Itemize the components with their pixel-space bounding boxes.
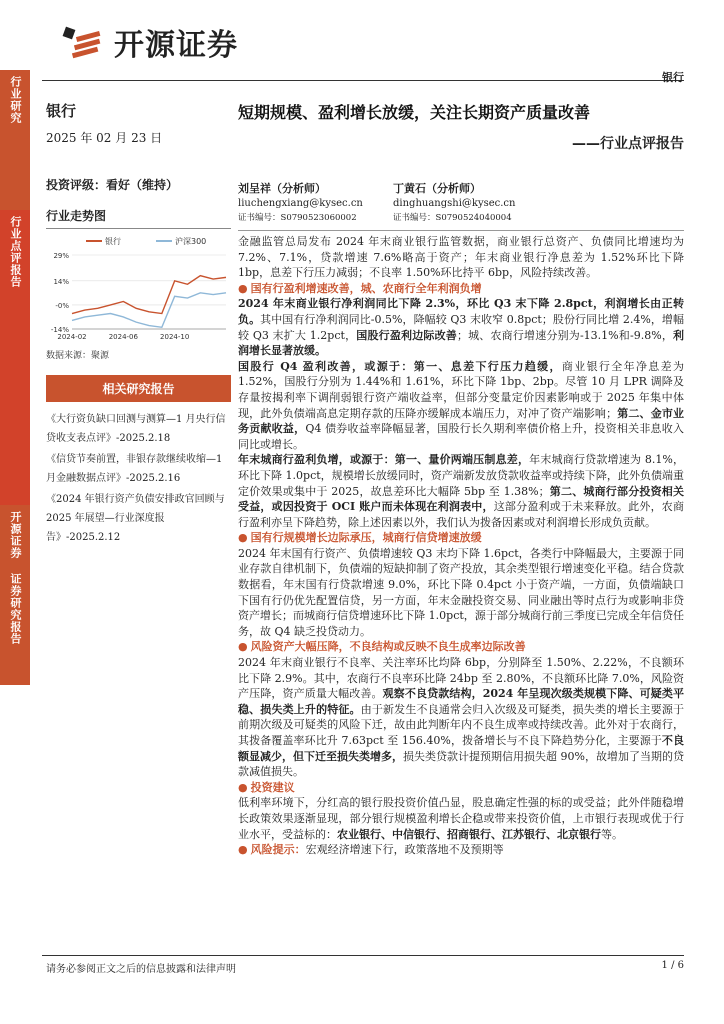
related-report-item[interactable]: 《大行资负缺口回测与测算—1 月央行信贷收支表点评》-2025.2.18 — [46, 414, 226, 444]
sidebar-block-report-type — [0, 210, 30, 505]
text: ；城、农商行增速分别为-13.1%和-9.8%， — [456, 328, 674, 342]
x-tick-label: 2024-02 — [57, 333, 87, 341]
analyst-card — [238, 181, 393, 226]
footer-divider — [42, 955, 684, 956]
sidebar-label-report-type: 行业点评报告 — [9, 216, 22, 288]
related-report-item[interactable]: 《信贷节奏前置，非银存款继续收缩—1 月金融数据点评》-2025.2.16 — [46, 454, 223, 484]
sidebar-block-research — [0, 70, 30, 210]
header-divider — [42, 80, 684, 81]
page-number: 1 / 6 — [661, 960, 684, 971]
bold-text: 农业银行、中信银行、招商银行、江苏银行、北京银行 — [337, 827, 601, 841]
text: 商业银行全年净息差为 1.52%，国股行分别为 1.44%和 1.61%，环比下降 1bp、2bp。尽管 10 月 LPR 调降及存量按揭利率下调削弱银行资产端收益率，但部分变量定价因素影响或于 2025 年集中体现，此外负债端高息定期存款的压降亦缓解成本端压力，对冲了资产端影响； — [238, 359, 684, 420]
bold-text: 利润增长显著放缓。 — [238, 328, 685, 358]
related-report-item[interactable]: 《2024 年银行资产负债安排政官回顾与 2025 年展望—行业深度报告》-2025.2.12 — [46, 494, 225, 543]
text: 等。 — [601, 827, 623, 841]
analyst-email[interactable]: liuchengxiang@kysec.cn — [238, 198, 363, 209]
investment-rating: 投资评级：看好（维持） — [46, 178, 179, 192]
bold-text: 第二、金市业务贡献收益， — [238, 406, 685, 436]
trend-chart-title: 行业走势图 — [46, 207, 231, 229]
text: Q4 债券收益率降幅显著，国股行长久期利率债价格上升，投资相关非息收入同比或增长。 — [238, 422, 684, 451]
analyst-cert: 证书编号：S0790523060002 — [238, 213, 357, 223]
paragraph — [238, 452, 684, 530]
section-heading: ● 国有行规模增长边际承压，城商行信贷增速放缓 — [238, 530, 684, 546]
main-column — [238, 100, 684, 858]
related-reports-list — [46, 410, 231, 547]
risk-heading: ● 风险提示： — [238, 843, 306, 856]
legend-label: 沪深300 — [175, 237, 207, 246]
paragraph: 金融监管总局发布 2024 年末商业银行监管数据，商业银行总资产、负债同比增速均为 7.2%、7.1%，贷款增速 7.6%略高于资产；年末商业银行净息差为 1.52%环比下降 1bp，息差下行压力减弱；不良率 1.50%环比持平 6bp，风险持续改善。 — [238, 235, 684, 280]
analysts — [238, 181, 684, 226]
bold-text: 观察不良贷款结构，2024 年呈现次级类规模下降、可疑类平稳、损失类上升的特征。 — [238, 687, 685, 716]
y-tick-label: -0% — [55, 301, 69, 310]
company-logo — [62, 20, 238, 64]
bold-text: 第二、城商行部分投资相关受益，或因投资于 OCI 账户而未体现在利润表中， — [238, 484, 685, 514]
footer-disclaimer[interactable]: 请务必参阅正文之后的信息披露和法律声明 — [46, 964, 236, 975]
header-category: 银行 — [662, 71, 684, 84]
report-body — [238, 234, 684, 858]
bold-text: 年末城商行盈利负增，或源于：第一、量价两端压制息差， — [238, 453, 530, 467]
analyst-name: 刘呈祥（分析师） — [238, 182, 326, 195]
y-tick-label: 14% — [53, 277, 69, 286]
paragraph — [238, 842, 684, 858]
text: 年末城商行贷款增速为 8.1%，环比下降 1.0pct，规模增长放缓同时，资产端新发放贷款收益率或持续下降，此外负债端重定价效果或集中于 2025，故息差环比大幅降 5bp 至 1.38%； — [238, 453, 684, 498]
x-tick-label: 2024-10 — [160, 333, 190, 341]
trend-chart-svg — [46, 233, 231, 343]
paragraph — [238, 655, 684, 780]
legend-label: 银行 — [105, 237, 121, 246]
logo-mark-icon — [62, 20, 106, 64]
series-line-0 — [72, 276, 226, 314]
text: 2024 年末商业银行不良率、关注率环比均降 6bp，分别降至 1.50%、2.22%，不良额环比下降 2.9%。其中，农商行不良率环比降 24bp 至 2.80%，不良额环比降 7.0%，风险资产压降，资产质量大幅改善。 — [238, 656, 684, 701]
text: 损失类贷款计提预期信用损失超 90%，故增加了当期的贷款减值损失。 — [238, 749, 685, 779]
text: 低利率环境下，分红高的银行股投资价值凸显，股息确定性强的标的或受益；此外伴随稳增长政策效果逐渐显现，部分银行规模盈利增长企稳或带来投资价值，上市银行表现或优于行业水平，受益标的： — [238, 796, 684, 841]
bold-text: 国股行盈利边际改善 — [356, 328, 457, 342]
section-heading: ● 投资建议 — [238, 780, 684, 796]
y-tick-label: -14% — [50, 326, 69, 334]
sidebar-block-firm — [0, 505, 30, 685]
text: 其中国有行净利润同比-0.5%，降幅较 Q3 末收窄 0.8pct；股份行同比增 2.4%，增幅较 Q3 末扩大 1.2pct， — [238, 312, 684, 342]
analyst-name: 丁黄石（分析师） — [393, 182, 481, 195]
analyst-email[interactable]: dinghuangshi@kysec.cn — [393, 198, 516, 209]
chart-source: 数据来源：聚源 — [46, 351, 110, 361]
sidebar-label-research: 行业研究 — [9, 76, 22, 124]
section-heading: ● 风险资产大幅压降，不良结构或反映不良生成率边际改善 — [238, 639, 684, 655]
report-title: 短期规模、盈利增长放缓，关注长期资产质量改善 — [238, 103, 591, 122]
sidebar — [0, 0, 30, 1024]
x-tick-label: 2024-06 — [108, 333, 138, 341]
analyst-card — [393, 181, 548, 226]
bold-text: 2024 年末商业银行净利润同比下降 2.3%，环比 Q3 末下降 2.8pct，利润增长由正转负。 — [238, 297, 684, 326]
sidebar-label-firm: 开源证券 证券研究报告 — [9, 511, 22, 645]
series-line-1 — [72, 293, 226, 327]
analyst-divider — [238, 230, 684, 231]
bold-text: 不良额显减少，但下迁至损失类增多， — [238, 734, 685, 763]
trend-chart — [46, 233, 231, 346]
paragraph: 2024 年末国有行资产、负债增速较 Q3 末均下降 1.6pct，各类行中降幅最大，主要源于同业存款自律机制下，负债端的短缺抑制了资产投放，其余类型银行增速变化平稳。结合贷款数据看，年末国有行贷款增速 9.0%，环比下降 0.4pct 小于资产端，一方面，负债端缺口下国有行仍优先配置信贷，另一方面，年末金融投资交易、同业融出等时点行为或影响非贷资产增长；而城商行信贷增速环比下降 1.0pct，源于部分城商行前三季度已完成全年信贷任务，故 Q4 缺乏投贷动力。 — [238, 546, 684, 638]
logo-text: 开源证券 — [114, 28, 238, 63]
text: 宏观经济增速下行，政策落地不及预期等 — [305, 843, 504, 857]
section-heading: ● 国有行盈利增速改善，城、农商行全年利润负增 — [238, 281, 684, 297]
text: 这部分盈利或于未来释放。此外，农商行盈利亦呈下降趋势，除上述因素以外，我们认为拨备因素或对利润增长形成负贡献。 — [238, 500, 685, 529]
related-reports-title: 相关研究报告 — [46, 375, 231, 402]
report-subtitle: ——行业点评报告 — [572, 136, 684, 152]
industry-label: 银行 — [46, 102, 77, 120]
left-column — [46, 100, 231, 549]
report-date: 2025 年 02 月 23 日 — [46, 131, 163, 145]
text: 由于新发生不良通常会归入次级及可疑类，损失类的增长主要源于前期次级及可疑类的风险下迁，故由此判断年内不良生成率或持续改善。此外对于农商行，其拨备覆盖率环比升 7.63pct 至 156.40%，拨备增长与不良下降趋势分化，主要源于 — [238, 702, 685, 747]
y-tick-label: 29% — [53, 252, 69, 260]
paragraph — [238, 795, 684, 842]
paragraph — [238, 296, 684, 358]
bold-text: 国股行 Q4 盈利改善，或源于：第一、息差下行压力趋缓， — [238, 359, 562, 373]
analyst-cert: 证书编号：S0790524040004 — [393, 213, 512, 223]
paragraph — [238, 359, 684, 453]
